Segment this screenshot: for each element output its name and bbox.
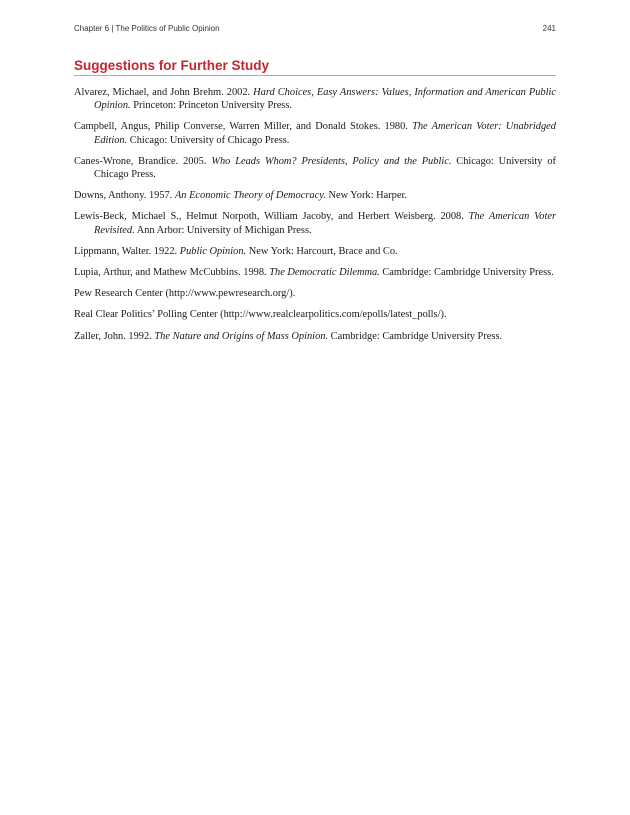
reference-publisher: Ann Arbor: University of Michigan Press. [134, 224, 312, 236]
reference-title: The Nature and Origins of Mass Opinion. [154, 330, 329, 342]
reference-text: Lewis-Beck, Michael S., Helmut Norpoth, William Jacoby, and Herbert Weisberg. 2008. [74, 211, 469, 223]
reference-publisher: Chicago: University of Chicago Press. [94, 155, 556, 181]
reference-text: Alvarez, Michael, and John Brehm. 2002. [74, 87, 254, 98]
reference-item [74, 245, 556, 258]
reference-publisher: New York: Harcourt, Brace and Co. [246, 245, 398, 257]
reference-title: Hard Choices, Easy Answers: Values, Information and American Public Opinion. [94, 87, 556, 112]
reference-text: Lupia, Arthur, and Mathew McCubbins. 1998. [74, 267, 270, 279]
reference-item [74, 287, 556, 300]
chapter-title: Chapter 6 | The Politics of Public Opinion [74, 24, 220, 33]
reference-text: Canes-Wrone, Brandice. 2005. [74, 155, 212, 167]
reference-item [74, 210, 556, 236]
reference-title: Public Opinion. [179, 245, 247, 257]
reference-title: The American Voter: Unabridged Edition. [94, 121, 556, 146]
reference-title: The American Voter Revisited. [94, 211, 557, 236]
section-heading [74, 58, 556, 76]
reference-title: Who Leads Whom? Presidents, Policy and the Public. [211, 155, 452, 167]
reference-publisher: New York: Harper. [325, 190, 407, 202]
reference-item [74, 189, 556, 202]
reference-publisher: Cambridge: Cambridge University Press. [379, 267, 554, 279]
reference-text: Lippmann, Walter. 1922. [74, 245, 180, 257]
section-title: Suggestions for Further Study [74, 58, 270, 73]
reference-item [74, 308, 556, 321]
reference-item [74, 155, 556, 181]
reference-text: Real Clear Politics’ Polling Center (http://www.realclearpolitics.com/epolls/latest_polls/). [74, 309, 447, 321]
reference-item [74, 120, 556, 146]
reference-list [74, 86, 556, 351]
reference-item [74, 330, 556, 343]
reference-text: Pew Research Center (http://www.pewresearch.org/). [74, 288, 296, 300]
reference-title: An Economic Theory of Democracy. [174, 190, 326, 202]
reference-publisher: Chicago: University of Chicago Press. [127, 134, 290, 146]
reference-text: Campbell, Angus, Philip Converse, Warren Miller, and Donald Stokes. 1980. [74, 121, 413, 133]
page-number: 241 [542, 24, 556, 33]
reference-title: The Democratic Dilemma. [269, 267, 380, 279]
page-header [74, 24, 556, 38]
reference-text: Zaller, John. 1992. [74, 330, 155, 342]
reference-item [74, 86, 556, 112]
reference-item [74, 266, 556, 279]
reference-publisher: Cambridge: Cambridge University Press. [328, 330, 503, 342]
reference-publisher: Princeton: Princeton University Press. [130, 100, 292, 112]
reference-text: Downs, Anthony. 1957. [74, 190, 175, 202]
